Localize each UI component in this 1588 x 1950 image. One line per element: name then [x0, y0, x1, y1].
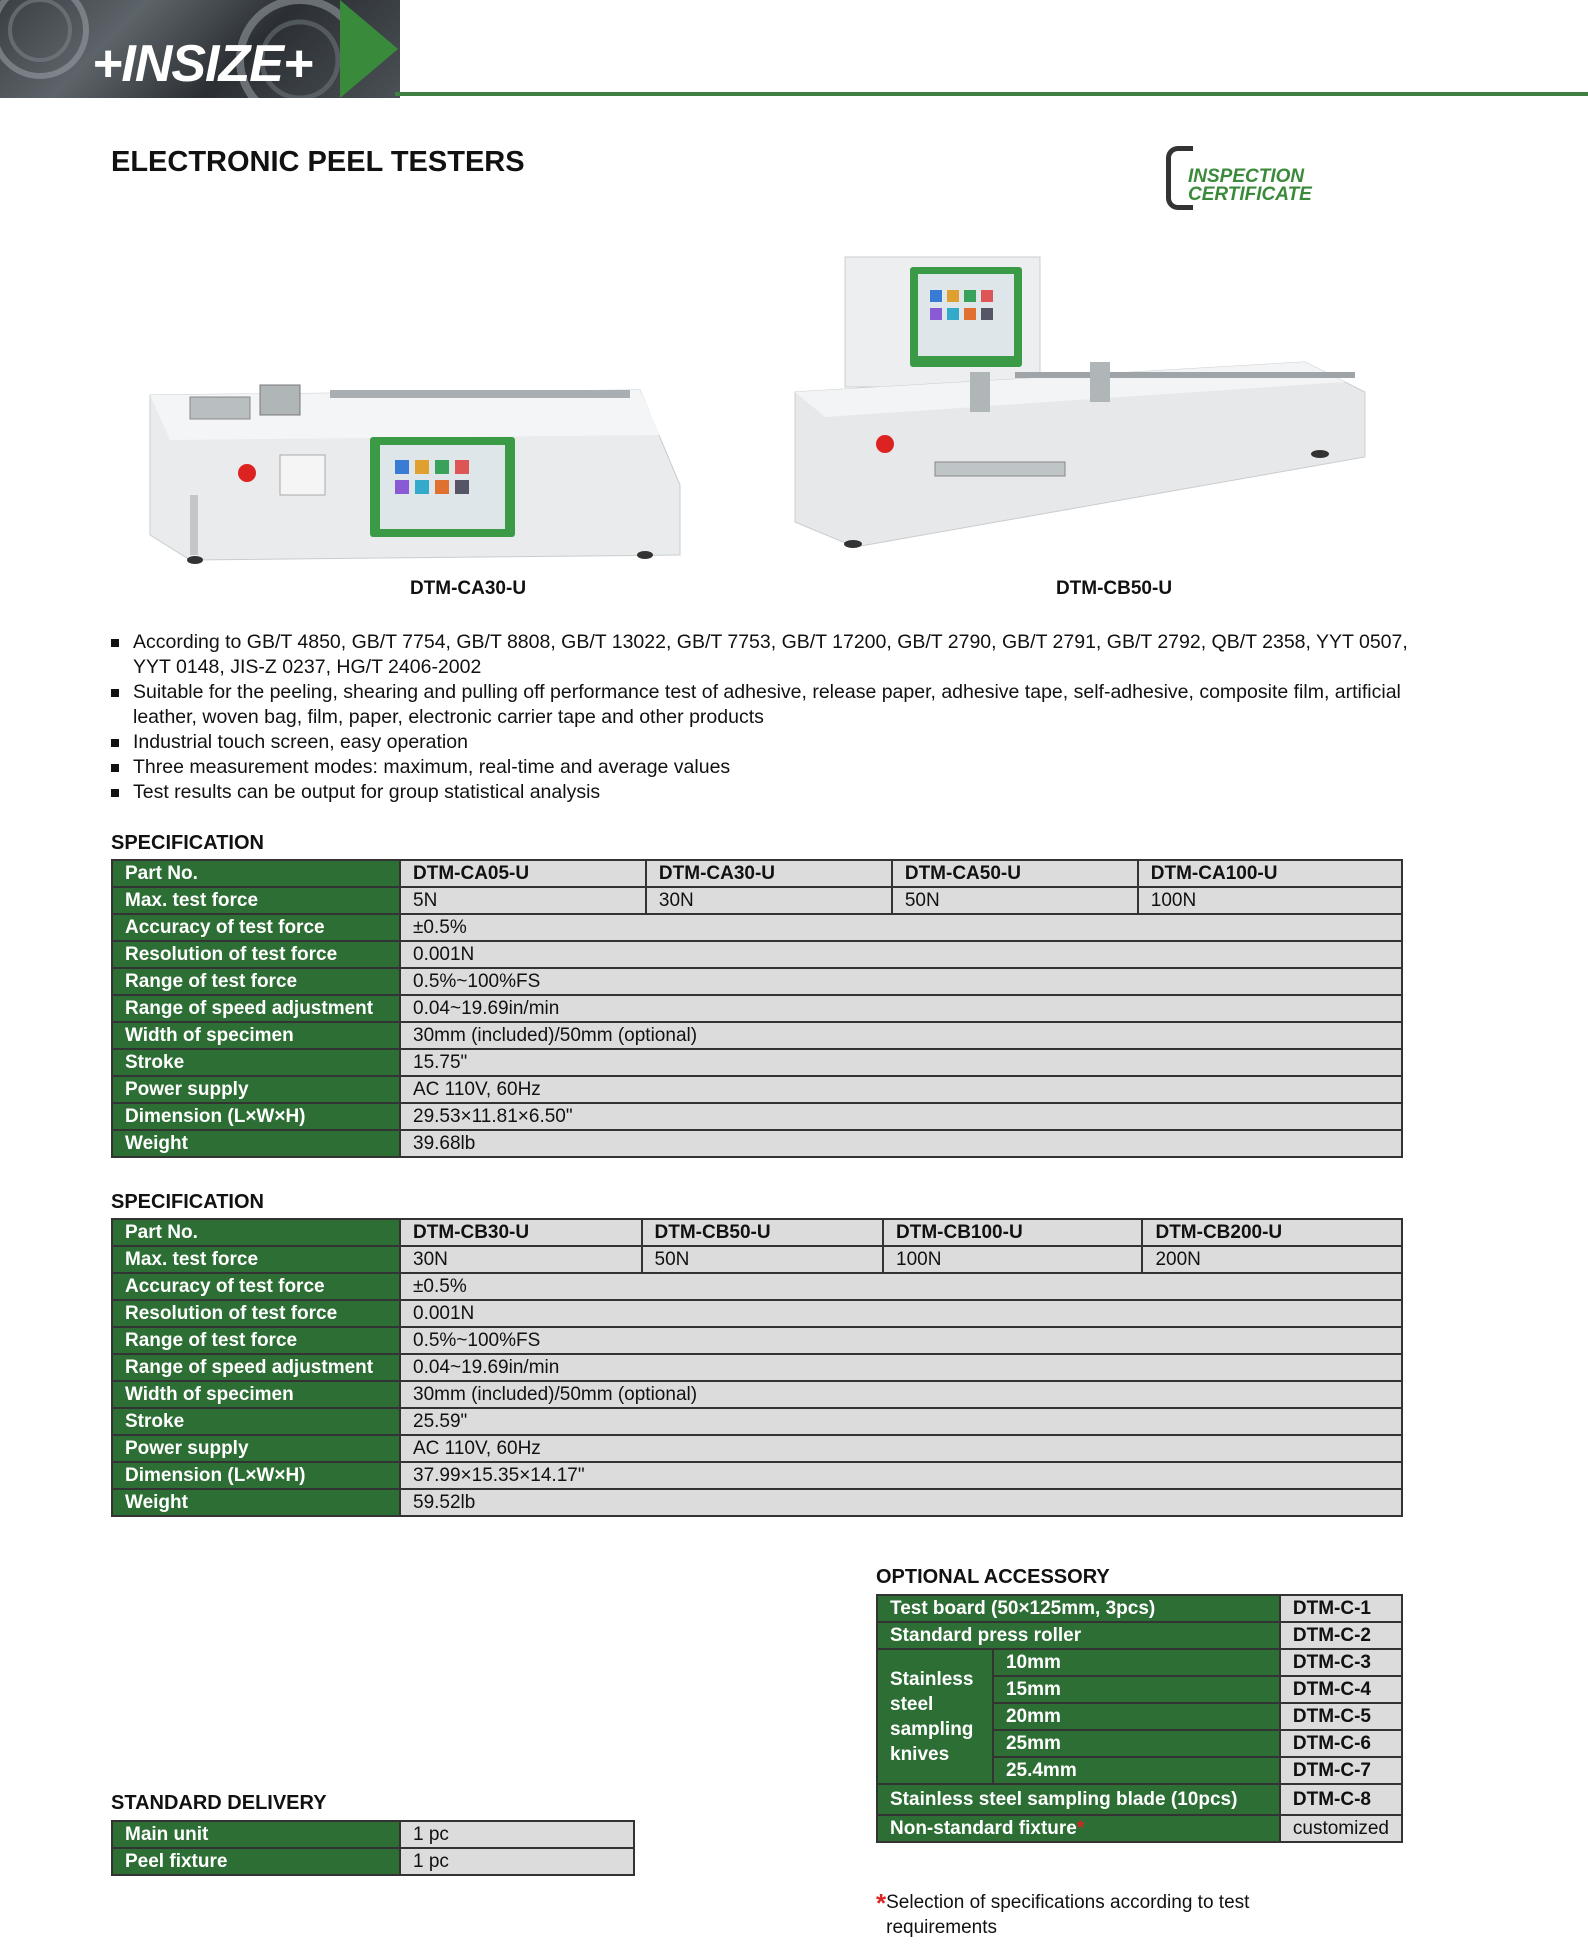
spec1-heading: SPECIFICATION [111, 832, 264, 854]
spec-label: Part No. [112, 860, 400, 887]
accessory-code: DTM-C-5 [1280, 1703, 1402, 1730]
feature-item: Suitable for the peeling, shearing and pulling off performance test of adhesive, release paper, adhesive tape, self-adhesive, composite film, artificial leather, woven bag, film, paper, electronic carrier tape and other products [111, 680, 1411, 730]
spec-label: Max. test force [112, 887, 400, 914]
table-row [112, 914, 1402, 941]
spec-label: Max. test force [112, 1246, 400, 1273]
spec-value: 59.52lb [400, 1489, 1402, 1516]
table-row [112, 1408, 1402, 1435]
spec-value: 15.75" [400, 1049, 1402, 1076]
accessory-code: DTM-C-6 [1280, 1730, 1402, 1757]
table-row [112, 1022, 1402, 1049]
spec-value: 0.001N [400, 1300, 1402, 1327]
certificate-line1: INSPECTION [1188, 166, 1305, 187]
table-row [112, 1489, 1402, 1516]
accessory-note [876, 1890, 1306, 1940]
knives-label: Stainless steel sampling knives [877, 1649, 993, 1784]
feature-item: Industrial touch screen, easy operation [111, 730, 1411, 755]
delivery-value: 1 pc [400, 1848, 634, 1875]
delivery-label: Main unit [112, 1821, 400, 1848]
spec-value: 5N [400, 887, 646, 914]
table-row [112, 968, 1402, 995]
accessory-code: DTM-C-8 [1280, 1784, 1402, 1815]
table-row [112, 941, 1402, 968]
table-row [877, 1595, 1402, 1622]
spec-label: Stroke [112, 1049, 400, 1076]
spec-value: 100N [1138, 887, 1402, 914]
spec-value: 0.04~19.69in/min [400, 995, 1402, 1022]
spec-value: 50N [892, 887, 1138, 914]
accessory-label [877, 1815, 1280, 1842]
spec-label: Resolution of test force [112, 941, 400, 968]
page-title: ELECTRONIC PEEL TESTERS [111, 146, 525, 178]
spec-label: Range of speed adjustment [112, 1354, 400, 1381]
page-header [0, 0, 1588, 100]
knife-size: 15mm [993, 1676, 1280, 1703]
spec-value: 30mm (included)/50mm (optional) [400, 1022, 1402, 1049]
table-row [112, 1130, 1402, 1157]
spec-value: ±0.5% [400, 914, 1402, 941]
header-arrow [340, 0, 398, 98]
accessory-heading: OPTIONAL ACCESSORY [876, 1566, 1110, 1588]
feature-item: Three measurement modes: maximum, real-time and average values [111, 755, 1411, 780]
spec-value: AC 110V, 60Hz [400, 1435, 1402, 1462]
model-header: DTM-CA05-U [400, 860, 646, 887]
spec-value: 29.53×11.81×6.50" [400, 1103, 1402, 1130]
table-row [877, 1784, 1402, 1815]
knife-size: 25.4mm [993, 1757, 1280, 1784]
spec-value: 39.68lb [400, 1130, 1402, 1157]
table-row [877, 1815, 1402, 1842]
accessory-label: Standard press roller [877, 1622, 1280, 1649]
product-caption-1: DTM-CA30-U [409, 578, 527, 599]
model-header: DTM-CA100-U [1138, 860, 1402, 887]
accessory-code: DTM-C-2 [1280, 1622, 1402, 1649]
table-row [112, 1300, 1402, 1327]
spec-value: 0.001N [400, 941, 1402, 968]
table-row [112, 1848, 634, 1875]
spec-value: 100N [883, 1246, 1142, 1273]
spec-value: 200N [1142, 1246, 1402, 1273]
table-row [112, 1327, 1402, 1354]
table-row [112, 1462, 1402, 1489]
spec-label: Range of test force [112, 1327, 400, 1354]
accessory-code: customized [1280, 1815, 1402, 1842]
spec-value: 0.5%~100%FS [400, 968, 1402, 995]
spec2-table [111, 1218, 1403, 1517]
feature-item: Test results can be output for group statistical analysis [111, 780, 1411, 805]
insize-logo: +INSIZE+ [92, 35, 313, 93]
spec-value: 37.99×15.35×14.17" [400, 1462, 1402, 1489]
feature-item: According to GB/T 4850, GB/T 7754, GB/T 8808, GB/T 13022, GB/T 7753, GB/T 17200, GB/T 2790, GB/T 2791, GB/T 2792, QB/T 2358, YYT 0507, YYT 0148, JIS-Z 0237, HG/T 2406-2002 [111, 630, 1411, 680]
model-header: DTM-CA30-U [646, 860, 892, 887]
spec-value: AC 110V, 60Hz [400, 1076, 1402, 1103]
table-row [112, 1273, 1402, 1300]
table-row [112, 1049, 1402, 1076]
table-row [112, 1354, 1402, 1381]
table-row [112, 860, 1402, 887]
knife-size: 20mm [993, 1703, 1280, 1730]
spec-label: Width of specimen [112, 1022, 400, 1049]
table-row [112, 1435, 1402, 1462]
spec-value: 50N [642, 1246, 884, 1273]
spec-label: Power supply [112, 1076, 400, 1103]
spec-value: 30N [646, 887, 892, 914]
feature-list [111, 630, 1411, 805]
spec-label: Range of test force [112, 968, 400, 995]
spec-label: Dimension (L×W×H) [112, 1462, 400, 1489]
accessory-table [876, 1594, 1403, 1843]
table-row [877, 1649, 1402, 1676]
accessory-label: Test board (50×125mm, 3pcs) [877, 1595, 1280, 1622]
table-row [877, 1622, 1402, 1649]
delivery-heading: STANDARD DELIVERY [111, 1792, 327, 1814]
model-header: DTM-CB100-U [883, 1219, 1142, 1246]
spec-value: ±0.5% [400, 1273, 1402, 1300]
model-header: DTM-CA50-U [892, 860, 1138, 887]
spec-value: 0.04~19.69in/min [400, 1354, 1402, 1381]
product-image-dtm-cb50-u [785, 222, 1375, 567]
spec-label: Range of speed adjustment [112, 995, 400, 1022]
knife-size: 10mm [993, 1649, 1280, 1676]
spec-value: 0.5%~100%FS [400, 1327, 1402, 1354]
delivery-value: 1 pc [400, 1821, 634, 1848]
accessory-code: DTM-C-3 [1280, 1649, 1402, 1676]
product-image-dtm-ca30-u [140, 365, 700, 565]
spec-label: Weight [112, 1489, 400, 1516]
table-row [112, 1219, 1402, 1246]
spec-value: 30mm (included)/50mm (optional) [400, 1381, 1402, 1408]
spec-label: Dimension (L×W×H) [112, 1103, 400, 1130]
accessory-code: DTM-C-4 [1280, 1676, 1402, 1703]
fixture-label: Non-standard fixture [890, 1817, 1077, 1839]
inspection-certificate-logo [1166, 146, 1346, 206]
spec-label: Accuracy of test force [112, 1273, 400, 1300]
table-row [112, 1246, 1402, 1273]
model-header: DTM-CB200-U [1142, 1219, 1402, 1246]
table-row [112, 1821, 634, 1848]
spec-value: 30N [400, 1246, 642, 1273]
table-row [112, 995, 1402, 1022]
note-asterisk: * [876, 1888, 887, 1918]
accessory-label: Stainless steel sampling blade (10pcs) [877, 1784, 1280, 1815]
spec-label: Power supply [112, 1435, 400, 1462]
spec-label: Part No. [112, 1219, 400, 1246]
delivery-label: Peel fixture [112, 1848, 400, 1875]
asterisk-mark: * [1076, 1817, 1085, 1839]
spec-label: Weight [112, 1130, 400, 1157]
spec-label: Resolution of test force [112, 1300, 400, 1327]
table-row [112, 1076, 1402, 1103]
model-header: DTM-CB30-U [400, 1219, 642, 1246]
table-row [112, 1103, 1402, 1130]
model-header: DTM-CB50-U [642, 1219, 884, 1246]
table-row [112, 1381, 1402, 1408]
spec-value: 25.59" [400, 1408, 1402, 1435]
spec-label: Stroke [112, 1408, 400, 1435]
product-caption-2: DTM-CB50-U [1055, 578, 1173, 599]
spec2-heading: SPECIFICATION [111, 1191, 264, 1213]
spec-label: Accuracy of test force [112, 914, 400, 941]
certificate-line2: CERTIFICATE [1188, 184, 1312, 205]
accessory-code: DTM-C-1 [1280, 1595, 1402, 1622]
spec1-table [111, 859, 1403, 1158]
header-rule [395, 92, 1588, 96]
note-text: Selection of specifications according to test requirements [886, 1892, 1250, 1938]
spec-label: Width of specimen [112, 1381, 400, 1408]
delivery-table [111, 1820, 635, 1876]
accessory-code: DTM-C-7 [1280, 1757, 1402, 1784]
table-row [112, 887, 1402, 914]
knife-size: 25mm [993, 1730, 1280, 1757]
